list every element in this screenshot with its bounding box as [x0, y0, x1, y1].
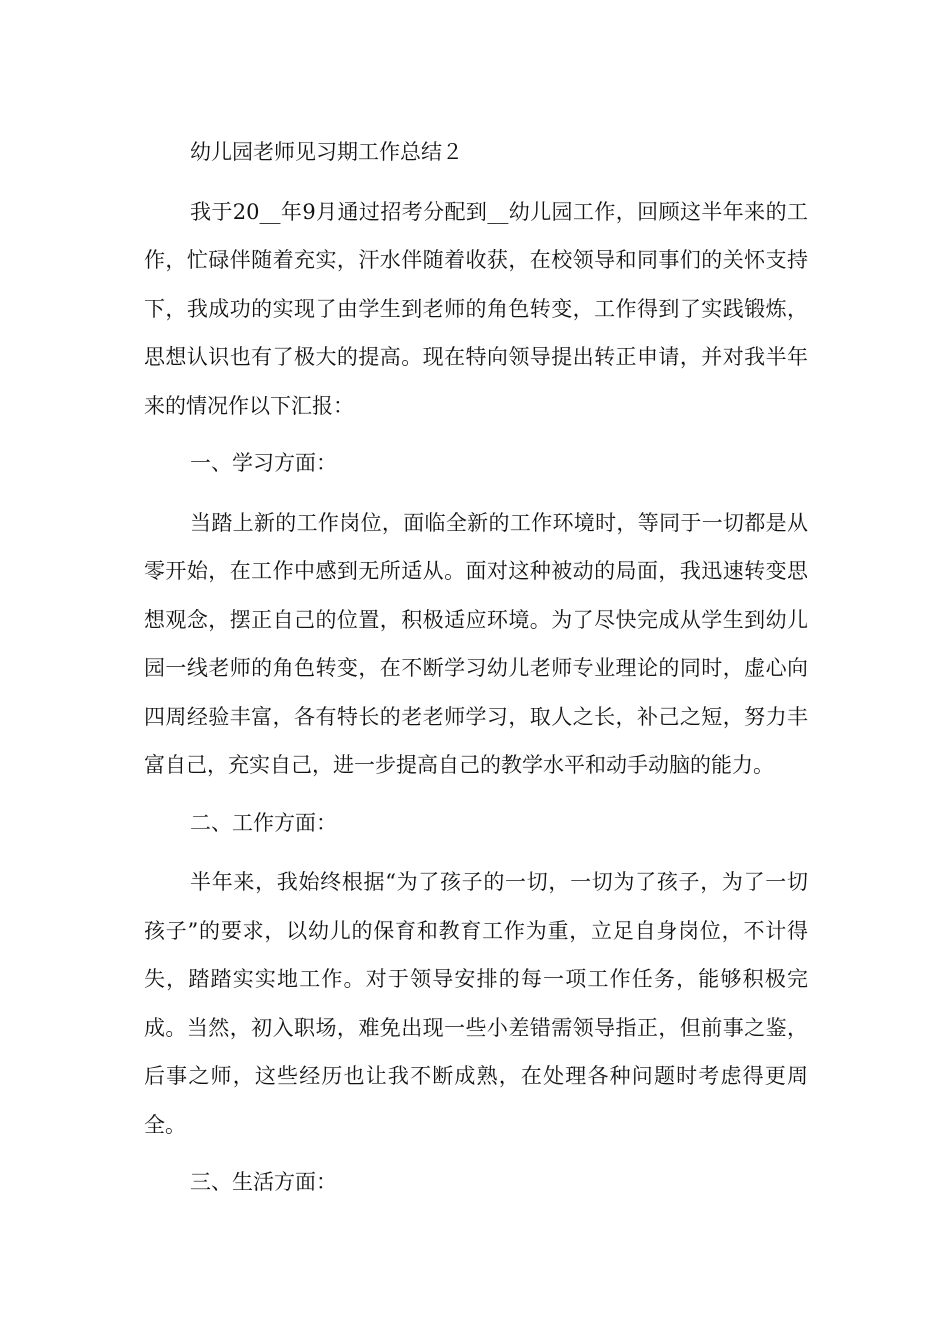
section-body-work: 半年来，我始终根据“为了孩子的一切，一切为了孩子，为了一切孩子”的要求，以幼儿的保育和教育工作为重，立足自身岗位，不计得失，踏踏实实地工作。对于领导安排的每一项工作任务，能够积极完成。当然，初入职场，难免出现一些小差错需领导指正，但前事之鉴，后事之师，这些经历也让我不断成熟，在处理各种问题时考虑得更周全。 — [144, 870, 808, 1137]
section-body-study: 当踏上新的工作岗位，面临全新的工作环境时，等同于一切都是从零开始，在工作中感到无所适从。面对这种被动的局面，我迅速转变思想观念，摆正自己的位置，积极适应环境。为了尽快完成从学生到幼儿园一线老师的角色转变，在不断学习幼儿老师专业理论的同时，虚心向四周经验丰富，各有特长的老老师学习，取人之长，补己之短，努力丰富自己，充实自己，进一步提高自己的教学水平和动手动脑的能力。 — [144, 510, 808, 777]
section-heading-life: 三、生活方面： — [190, 1170, 337, 1194]
section-heading-study: 一、学习方面： — [190, 451, 337, 475]
document-title: 幼儿园老师见习期工作总结２ — [190, 140, 463, 164]
document-body — [144, 128, 808, 1218]
intro-paragraph: 我于20__年9月通过招考分配到__幼儿园工作，回顾这半年来的工作，忙碌伴随着充实，汗水伴随着收获，在校领导和同事们的关怀支持下，我成功的实现了由学生到老师的角色转变，工作得到了实践锻炼，思想认识也有了极大的提高。现在特向领导提出转正申请，并对我半年来的情况作以下汇报： — [144, 199, 808, 418]
section-heading-work: 二、工作方面： — [190, 810, 337, 835]
